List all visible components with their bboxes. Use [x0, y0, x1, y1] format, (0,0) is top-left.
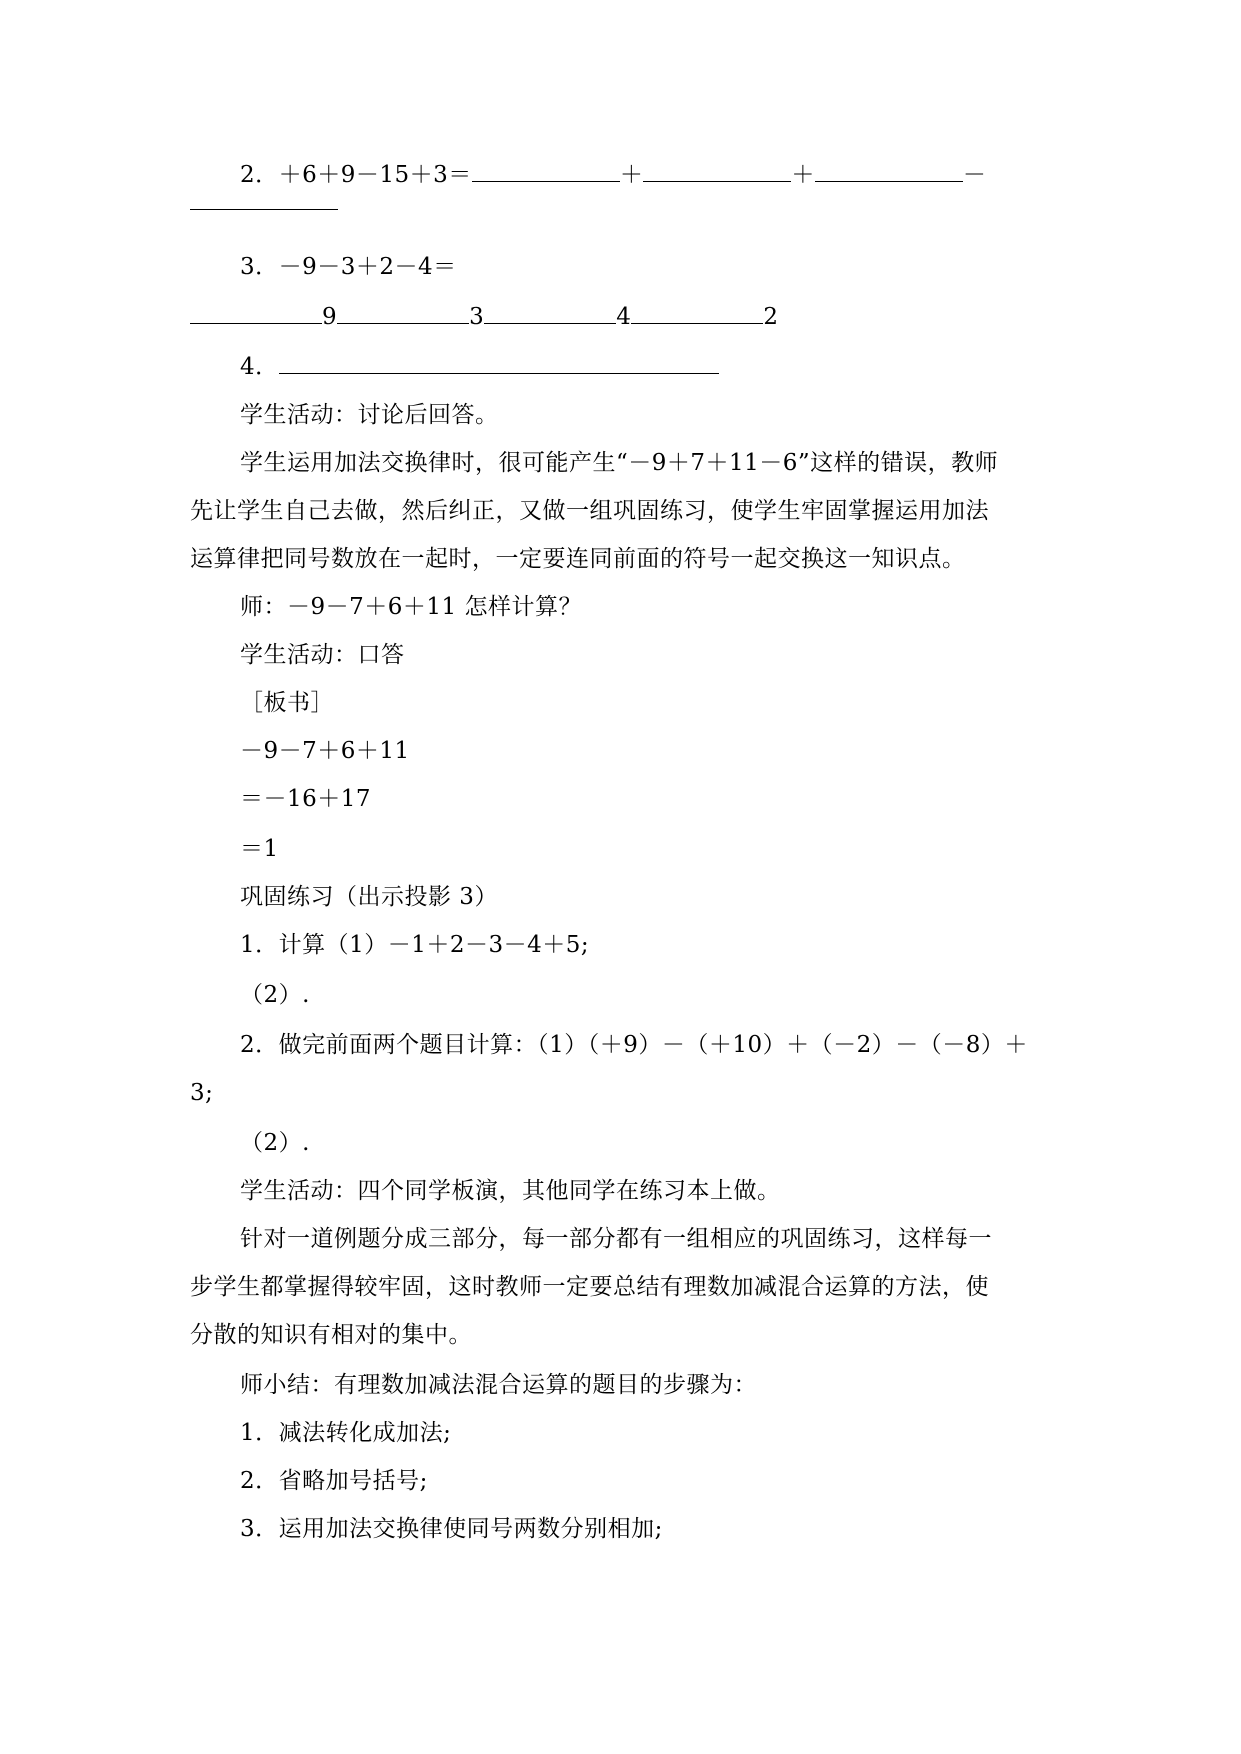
exercise-2-expression: 2．＋6＋9－15＋3＝ — [240, 162, 472, 188]
summary-step-1: 1．减法转化成加法; — [240, 1420, 452, 1446]
answer-blank[interactable] — [643, 161, 791, 182]
exercise-4-number: 4． — [240, 354, 279, 380]
practice-2-continuation: 3; — [190, 1080, 214, 1106]
answer-blank[interactable] — [472, 161, 620, 182]
answer-blank[interactable] — [631, 303, 763, 324]
practice-heading: 巩固练习（出示投影 3） — [240, 884, 498, 910]
exercise-3-blanks — [190, 302, 779, 332]
answer-blank[interactable] — [190, 303, 322, 324]
operator-text: ＋ — [619, 162, 644, 188]
board-step-1: －9－7＋6＋11 — [240, 738, 410, 764]
paragraph-line: 学生运用加法交换律时，很可能产生“－9＋7＋11－6”这样的错误，教师 — [240, 450, 999, 476]
summary-step-2: 2．省略加号括号; — [240, 1468, 428, 1494]
board-step-2: ＝－16＋17 — [240, 786, 372, 812]
number-text: 9 — [322, 304, 338, 330]
exercise-2-continuation — [190, 188, 338, 218]
practice-1-part-2: （2）. — [240, 982, 310, 1008]
summary-step-3: 3．运用加法交换律使同号两数分别相加; — [240, 1516, 663, 1542]
answer-blank[interactable] — [815, 161, 963, 182]
practice-2: 2．做完前面两个题目计算：（1）（＋9）－（＋10）＋（－2）－（－8）＋ — [240, 1032, 1028, 1058]
answer-blank[interactable] — [190, 189, 338, 210]
board-heading: ［板书］ — [240, 690, 334, 716]
teacher-summary: 师小结：有理数加减法混合运算的题目的步骤为： — [240, 1372, 757, 1398]
exercise-3-line: 3．－9－3＋2－4＝ — [240, 254, 457, 280]
number-text: 3 — [469, 304, 485, 330]
practice-1: 1．计算（1）－1＋2－3－4＋5; — [240, 932, 590, 958]
operator-text: － — [962, 162, 987, 188]
paragraph-line: 步学生都掌握得较牢固，这时教师一定要总结有理数加减混合运算的方法，使 — [190, 1274, 989, 1300]
exercise-2-line — [240, 160, 986, 190]
operator-text: ＋ — [791, 162, 815, 188]
paragraph-line: 运算律把同号数放在一起时，一定要连同前面的符号一起交换这一知识点。 — [190, 546, 966, 572]
student-activity-2: 学生活动：口答 — [240, 642, 405, 668]
paragraph-line: 分散的知识有相对的集中。 — [190, 1322, 472, 1348]
paragraph-line: 先让学生自己去做，然后纠正，又做一组巩固练习，使学生牢固掌握运用加法 — [190, 498, 989, 524]
teacher-question: 师：－9－7＋6＋11 怎样计算？ — [240, 594, 582, 620]
exercise-4-line — [240, 352, 719, 382]
number-text: 2 — [763, 304, 779, 330]
board-step-3: ＝1 — [240, 836, 279, 862]
paragraph-line: 针对一道例题分成三部分，每一部分都有一组相应的巩固练习，这样每一 — [240, 1226, 992, 1252]
student-activity-1: 学生活动：讨论后回答。 — [240, 402, 499, 428]
answer-blank[interactable] — [279, 353, 719, 374]
practice-2-part-2: （2）. — [240, 1130, 310, 1156]
answer-blank[interactable] — [337, 303, 469, 324]
number-text: 4 — [616, 304, 632, 330]
student-activity-3: 学生活动：四个同学板演，其他同学在练习本上做。 — [240, 1178, 781, 1204]
answer-blank[interactable] — [484, 303, 616, 324]
